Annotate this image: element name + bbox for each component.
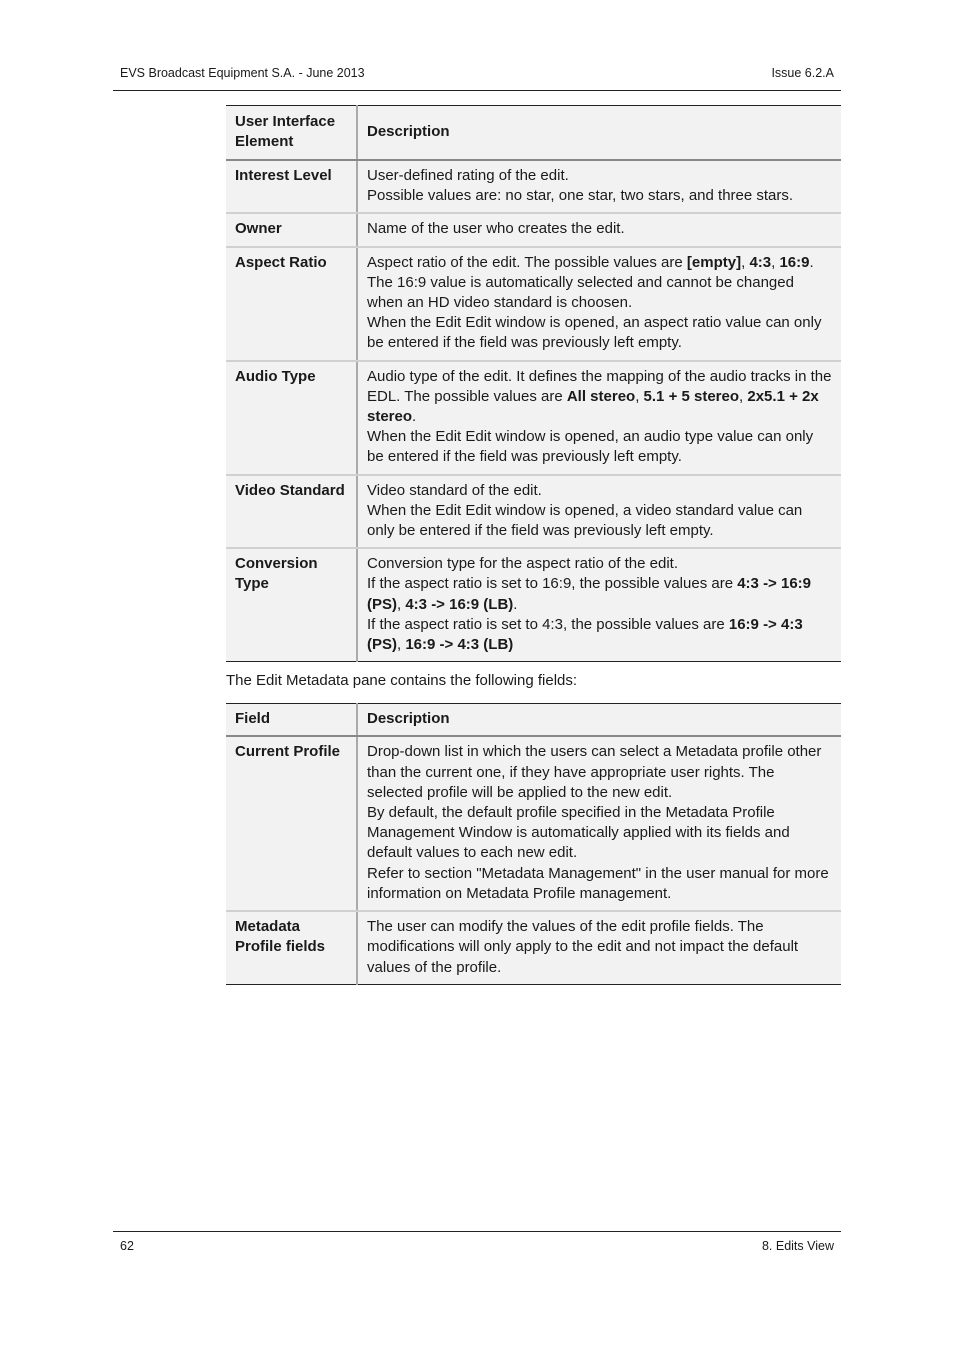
metadata-fields-table xyxy=(226,703,841,984)
text-run: Possible values are: no star, one star, two stars, and three stars. xyxy=(367,187,794,205)
text-run: User-defined rating of the edit. xyxy=(367,167,569,184)
row-label: Current Profile xyxy=(226,736,357,911)
row-label: Owner xyxy=(226,213,357,246)
header-issue: Issue 6.2.A xyxy=(771,66,834,80)
text-run: If the aspect ratio is set to 4:3, the possible values are xyxy=(367,615,729,633)
row-label: Conversion Type xyxy=(226,548,357,662)
table-row xyxy=(226,247,841,361)
description-line xyxy=(367,803,832,864)
description-line xyxy=(367,501,832,541)
description-line xyxy=(367,186,832,206)
row-label: Video Standard xyxy=(226,475,357,549)
row-description xyxy=(357,736,841,911)
emphasized-value: 4:3 xyxy=(749,253,772,271)
description-line xyxy=(367,615,832,655)
description-line xyxy=(367,427,832,467)
text-run: , xyxy=(771,253,780,271)
ui-elements-table xyxy=(226,105,841,662)
column-header-element: User Interface Element xyxy=(226,106,357,161)
text-run: Drop-down list in which the users can select a Metadata profile other than the current one, if they have appropriate user rights. The selected profile will be applied to the new edit. xyxy=(367,743,822,801)
text-run: By default, the default profile specified in the Metadata Profile Management Window is automatically applied with its fields and default values to each new edit. xyxy=(367,804,790,862)
text-run: If the aspect ratio is set to 16:9, the possible values are xyxy=(367,575,738,593)
text-run: Audio type of the edit. It defines the mapping of the audio tracks in the EDL. The possible values are xyxy=(367,367,832,405)
text-run: When the Edit Edit window is opened, an aspect ratio value can only be entered if the field was previously left empty. xyxy=(367,314,822,352)
emphasized-value: 4:3 -> 16:9 (LB) xyxy=(405,595,514,613)
table-row xyxy=(226,213,841,246)
row-label: Interest Level xyxy=(226,160,357,213)
text-run: , xyxy=(397,636,406,654)
table-row xyxy=(226,475,841,549)
text-run: , xyxy=(397,595,406,613)
text-run: , xyxy=(739,387,748,405)
text-run: , xyxy=(635,387,644,405)
text-run: Name of the user who creates the edit. xyxy=(367,220,625,238)
description-line xyxy=(367,313,832,353)
table-row xyxy=(226,160,841,213)
description-line xyxy=(367,917,832,978)
emphasized-value: 4:3 -> 16:9 (PS) xyxy=(367,575,812,613)
row-description xyxy=(357,361,841,475)
text-run: Refer to section "Metadata Management" in the user manual for more information on Metadata Profile management. xyxy=(367,864,829,902)
metadata-pane-intro: The Edit Metadata pane contains the following fields: xyxy=(226,672,578,690)
description-line xyxy=(367,481,832,501)
emphasized-value: [empty] xyxy=(686,253,742,271)
description-line xyxy=(367,166,832,186)
column-header-description: Description xyxy=(357,704,841,737)
description-line xyxy=(367,574,832,614)
table-header-row xyxy=(226,704,841,737)
text-run: When the Edit Edit window is opened, a video standard value can only be entered if the field was previously left empty. xyxy=(367,501,803,540)
emphasized-value: 5.1 + 5 stereo xyxy=(643,387,740,405)
text-run: The user can modify the values of the edit profile fields. The modifications will only apply to the edit and not impact the default values of the profile. xyxy=(367,918,799,976)
description-line xyxy=(367,864,832,904)
text-run: Aspect ratio of the edit. The possible values are xyxy=(367,253,687,271)
table-header-row xyxy=(226,106,841,161)
row-description xyxy=(357,548,841,662)
row-label: Aspect Ratio xyxy=(226,247,357,361)
emphasized-value: All stereo xyxy=(566,387,636,405)
table-row xyxy=(226,911,841,984)
row-description xyxy=(357,911,841,984)
row-description xyxy=(357,213,841,246)
row-description xyxy=(357,475,841,549)
text-run: Conversion type for the aspect ratio of the edit. xyxy=(367,555,679,573)
description-line xyxy=(367,742,832,803)
text-run: . xyxy=(412,408,417,426)
text-run: Video standard of the edit. xyxy=(367,481,542,499)
row-label: Audio Type xyxy=(226,361,357,475)
row-description xyxy=(357,160,841,213)
page-header xyxy=(113,62,841,91)
header-publisher-date: EVS Broadcast Equipment S.A. - June 2013 xyxy=(120,66,365,80)
row-label: Metadata Profile fields xyxy=(226,911,357,984)
table-row xyxy=(226,736,841,911)
page-footer xyxy=(113,1231,841,1253)
description-line xyxy=(367,219,832,239)
page-number: 62 xyxy=(120,1239,134,1253)
table-row xyxy=(226,361,841,475)
column-header-field: Field xyxy=(226,704,357,737)
page-content xyxy=(226,105,841,985)
column-header-description: Description xyxy=(357,106,841,161)
text-run: . The 16:9 value is automatically selected and cannot be changed when an HD video standard is choosen. xyxy=(367,253,814,312)
text-run: , xyxy=(741,253,750,271)
emphasized-value: 16:9 -> 4:3 (LB) xyxy=(405,636,514,654)
section-name: 8. Edits View xyxy=(761,1239,834,1253)
emphasized-value: 16:9 -> 4:3 (PS) xyxy=(367,615,803,654)
row-description xyxy=(357,247,841,361)
text-run: When the Edit Edit window is opened, an audio type value can only be entered if the field was previously left empty. xyxy=(367,428,814,466)
emphasized-value: 2x5.1 + 2x stereo xyxy=(367,387,819,426)
description-line xyxy=(367,554,832,574)
table-row xyxy=(226,548,841,662)
emphasized-value: 16:9 xyxy=(779,253,810,271)
description-line xyxy=(367,367,832,428)
text-run: . xyxy=(513,595,518,613)
description-line xyxy=(367,253,832,314)
